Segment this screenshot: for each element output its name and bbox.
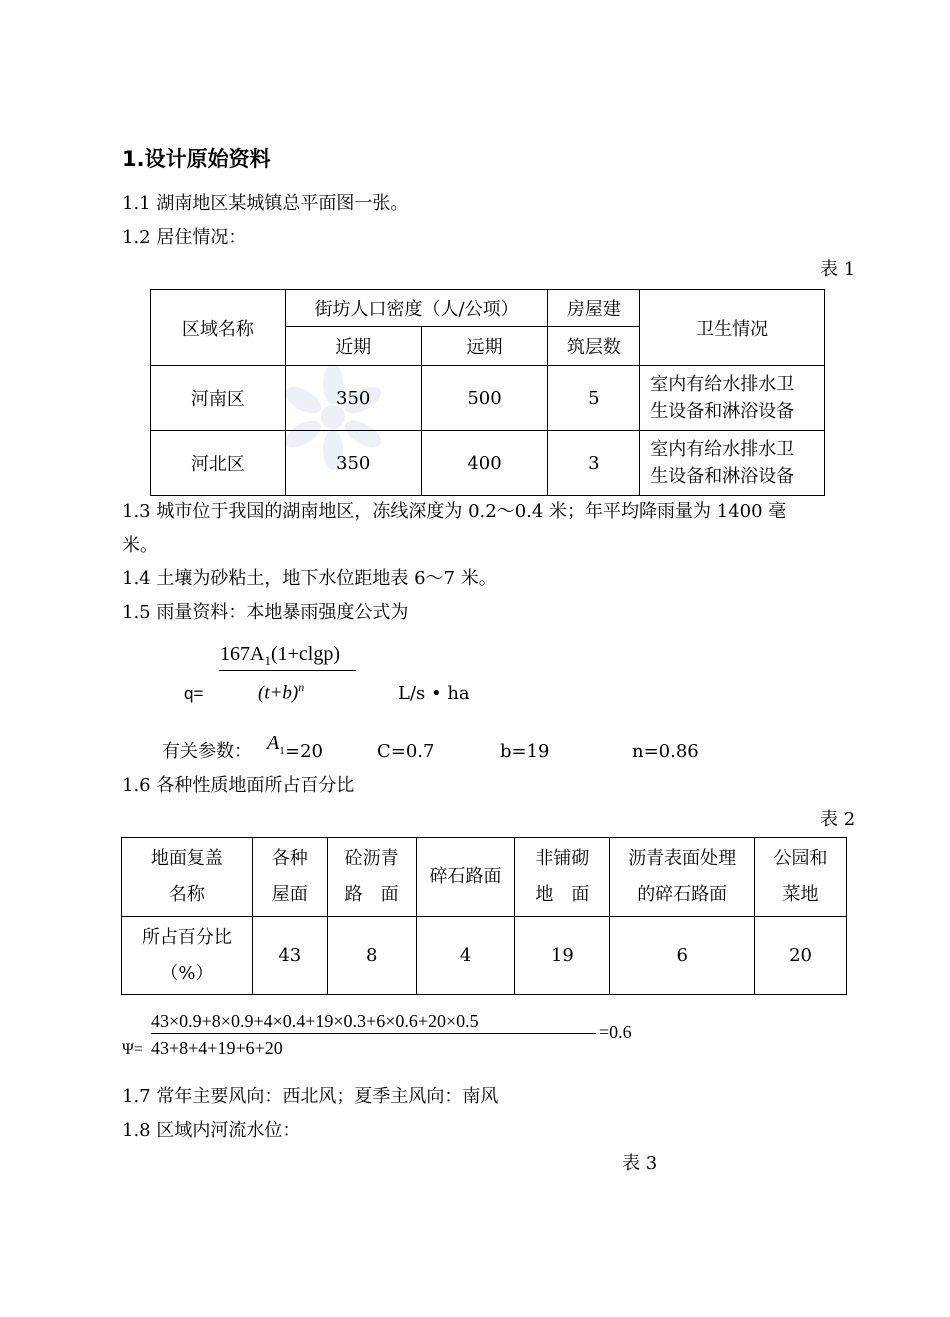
t1-cell-floors: 3 (548, 431, 640, 496)
item-1-6: 1.6 各种性质地面所占百分比 (122, 775, 355, 796)
table1-caption: 表 1 (820, 259, 856, 280)
psi-formula-denominator: 43+8+4+19+6+20 (151, 1038, 283, 1058)
t2-header-cover-name: 地面复盖 名称 (122, 838, 253, 917)
rain-formula-unit: L/s • ha (398, 683, 470, 704)
t1-cell-near: 350 (285, 366, 421, 431)
item-1-1: 1.1 湖南地区某城镇总平面图一张。 (122, 193, 409, 214)
table-row (151, 431, 825, 496)
t1-header-floors-l1: 房屋建 (548, 290, 640, 327)
table-ground-cover (121, 837, 847, 995)
t1-cell-floors: 5 (548, 366, 640, 431)
t1-header-region: 区域名称 (151, 290, 286, 366)
item-1-4: 1.4 土壤为砂粘土，地下水位距地表 6～7 米。 (122, 568, 497, 589)
item-1-3-line1: 1.3 城市位于我国的湖南地区，冻线深度为 0.2～0.4 米；年平均降雨量为 1400 毫 (122, 501, 787, 522)
t1-cell-far: 500 (421, 366, 548, 431)
table-row (151, 366, 825, 431)
table-residence (150, 289, 825, 496)
item-1-8: 1.8 区域内河流水位： (122, 1120, 301, 1141)
table2-caption: 表 2 (820, 809, 856, 830)
rain-formula-lhs: q= (184, 684, 204, 703)
t2-header-asphalt-gravel: 沥青表面处理 的碎石路面 (610, 838, 755, 917)
t1-header-near: 近期 (285, 327, 421, 366)
t1-sanitation-l2: 生设备和淋浴设备 (650, 401, 795, 422)
param-b: b=19 (500, 741, 550, 762)
t1-sanitation-l1: 室内有给水排水卫 (650, 439, 795, 460)
item-1-3-line2: 米。 (122, 535, 158, 556)
section-title: 1.设计原始资料 (122, 147, 271, 171)
t1-header-density: 街坊人口密度（人/公项） (285, 290, 548, 327)
t2-value: 20 (755, 917, 847, 995)
param-a-value: =20 (285, 741, 323, 762)
t1-sanitation-l2: 生设备和淋浴设备 (650, 466, 795, 487)
t1-sanitation-l1: 室内有给水排水卫 (650, 374, 795, 395)
item-1-2: 1.2 居住情况： (122, 227, 247, 248)
t1-cell-near: 350 (285, 431, 421, 496)
t2-value: 6 (610, 917, 755, 995)
psi-formula-lhs: Ψ= (122, 1041, 143, 1058)
param-n: n=0.86 (632, 741, 699, 762)
t1-cell-region: 河北区 (151, 431, 286, 496)
rain-formula-denominator: $(t+b)^n$ (258, 680, 305, 704)
t2-header-park: 公园和 菜地 (755, 838, 847, 917)
table3-caption: 表 3 (622, 1153, 658, 1174)
t1-header-far: 远期 (421, 327, 548, 366)
t1-header-floors-l2: 筑层数 (548, 327, 640, 366)
t2-value: 8 (327, 917, 416, 995)
item-1-5: 1.5 雨量资料：本地暴雨强度公式为 (122, 602, 409, 623)
rain-fraction-bar (219, 670, 356, 671)
psi-formula-result: =0.6 (599, 1022, 632, 1042)
item-1-7: 1.7 常年主要风向：西北风；夏季主风向：南风 (122, 1086, 499, 1107)
rain-formula-numerator: $167A_1(1+clgp)$ (220, 643, 340, 668)
t2-value: 43 (252, 917, 327, 995)
t2-header-asphalt-concrete: 砼沥青 路 面 (327, 838, 416, 917)
t1-header-sanitation: 卫生情况 (640, 290, 825, 366)
t2-header-unpaved: 非铺砌 地 面 (515, 838, 610, 917)
psi-fraction-bar (151, 1033, 596, 1034)
t1-cell-sanitation (640, 431, 825, 496)
t2-value: 4 (416, 917, 515, 995)
t2-header-gravel: 碎石路面 (416, 838, 515, 917)
t2-value: 19 (515, 917, 610, 995)
t1-cell-sanitation (640, 366, 825, 431)
params-label: 有关参数： (162, 741, 252, 762)
param-a-symbol: $A_1$ (267, 732, 285, 757)
param-c: C=0.7 (377, 741, 435, 762)
t2-row-label: 所占百分比 （%） (122, 917, 253, 995)
t2-header-roof: 各种 屋面 (252, 838, 327, 917)
t1-cell-far: 400 (421, 431, 548, 496)
psi-formula-numerator: 43×0.9+8×0.9+4×0.4+19×0.3+6×0.6+20×0.5 (151, 1011, 479, 1031)
t1-cell-region: 河南区 (151, 366, 286, 431)
table-row (122, 917, 847, 995)
